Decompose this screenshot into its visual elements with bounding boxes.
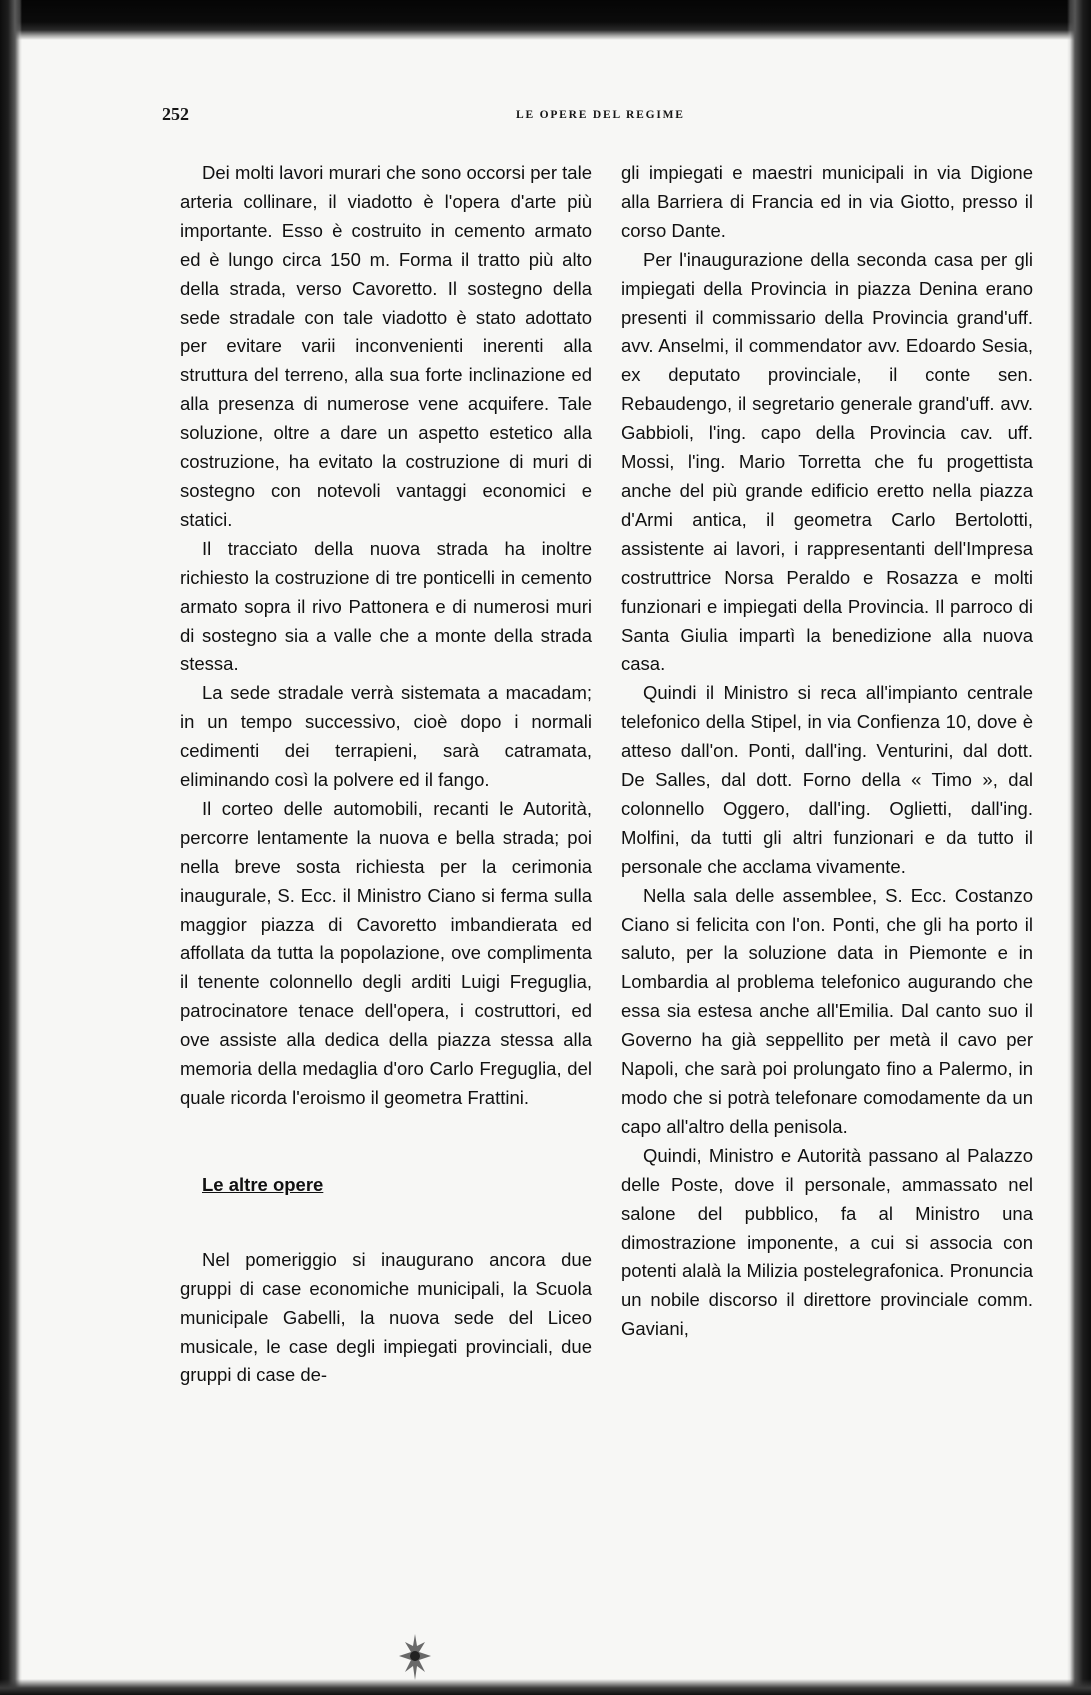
scan-edge-top <box>0 0 1091 40</box>
section-gap <box>180 1200 592 1246</box>
paragraph: Nella sala delle assemblee, S. Ecc. Costanzo Ciano si felicita con l'on. Ponti, che gli ha porto il saluto, per la soluzione data in Piemonte e in Lombardia al problema telefonico augurando che essa sia estesa anche all'Emilia. Dal canto suo il Governo ha già seppellito per metà il cavo per Napoli, che sarà poi prolungato fino a Palermo, in modo che si potrà telefonare comodamente da un capo all'altro della penisola. <box>621 884 1033 1137</box>
paragraph: gli impiegati e maestri municipali in via Digione alla Barriera di Francia ed in via Giotto, presso il corso Dante. <box>621 162 1033 241</box>
paragraph: Dei molti lavori murari che sono occorsi per tale arteria collinare, il viadotto è l'opera d'arte più importante. Esso è costruito in cemento armato ed è lungo circa 150 m. Forma il tratto più alto della strada, verso Cavoretto. Il sostegno della sede stradale con tale viadotto è stato adottato per evitare varii inconvenienti inerenti alla struttura del terreno, alla sua forte inclinazione ed alla presenza di numerose vene acquifere. Tale soluzione, oltre a dare un aspetto estetico alla costruzione, ha evitato la costruzione di muri di sostegno con notevoli vantaggi economici e statici. <box>180 162 592 530</box>
paragraph: Il corteo delle automobili, recanti le Autorità, percorre lentamente la nuova e bella strada; poi nella breve sosta richiesta per la cerimonia inaugurale, S. Ecc. il Ministro Ciano si ferma sulla maggior piazza di Cavoretto imbandierata ed affollata da tutta la popolazione, ove complimenta il tenente colonnello degli arditi Luigi Freguglia, patrocinatore tenace dell'opera, i costruttori, ed ove assiste alla dedica della piazza stessa alla memoria della medaglia d'oro Carlo Freguglia, del quale ricorda l'eroismo il geometra Frattini. <box>180 797 592 1108</box>
page-header <box>162 104 1038 126</box>
scan-edge-bottom <box>0 1679 1091 1695</box>
paragraph: La sede stradale verrà sistemata a macadam; in un tempo successivo, cioè dopo i normali cedimenti dei terrapieni, sarà catramata, eliminando così la polvere ed il fango. <box>180 682 592 791</box>
left-column <box>180 159 592 1390</box>
printer-ornament-icon <box>395 1632 435 1682</box>
paragraph: Il tracciato della nuova strada ha inoltre richiesto la costruzione di tre ponticelli in cemento armato sopra il rivo Pattonera e di numerosi muri di sostegno sia a valle che a monte della strada stessa. <box>180 537 592 675</box>
right-column <box>621 159 1033 1344</box>
scan-edge-left <box>0 0 22 1695</box>
paragraph: Nel pomeriggio si inaugurano ancora due gruppi di case economiche municipali, la Scuola municipale Gabelli, la nuova sede del Liceo musicale, le case degli impiegati provinciali, due gruppi di case de- <box>180 1248 592 1386</box>
paragraph: Per l'inaugurazione della seconda casa per gli impiegati della Provincia in piazza Denina erano presenti il commissario della Provincia grand'uff. avv. Anselmi, il commendator avv. Edoardo Sesia, ex deputato provinciale, il conte sen. Rebaudengo, il segretario generale grand'uff. avv. Gabbioli, l'ing. capo della Provincia cav. uff. Mossi, l'ing. Mario Torretta che fu progettista anche del più grande edificio eretto nella piazza d'Armi antica, il geometra Carlo Bertolotti, assistente ai lavori, i rappresentanti dell'Impresa costruttrice Norsa Peraldo e Rosazza e molti funzionari e impiegati della Provincia. Il parroco di Santa Giulia impartì la benedizione alla nuova casa. <box>621 248 1033 675</box>
scan-edge-right <box>1067 0 1091 1695</box>
page-number: 252 <box>162 104 189 124</box>
paragraph: Quindi il Ministro si reca all'impianto centrale telefonico della Stipel, in via Confienza 10, dove è atteso dall'on. Ponti, dall'ing. Venturini, dal dott. De Salles, dal dott. Forno della « Timo », dal colonnello Oggero, dall'ing. Oglietti, dall'ing. Molfini, da tutti gli altri funzionari e da tutto il personale che acclama vivamente. <box>621 682 1033 877</box>
paragraph: Quindi, Ministro e Autorità passano al Palazzo delle Poste, dove il personale, ammassato nel salone del pubblico, fa al Ministro una dimostrazione imponente, a cui si associa con potenti alalà la Milizia postelegrafonica. Pronuncia un nobile discorso il direttore provinciale comm. Gaviani, <box>621 1144 1033 1340</box>
section-gap <box>180 1113 592 1171</box>
running-head: LE OPERE DEL REGIME <box>516 109 685 121</box>
section-heading: Le altre opere <box>202 1173 324 1195</box>
